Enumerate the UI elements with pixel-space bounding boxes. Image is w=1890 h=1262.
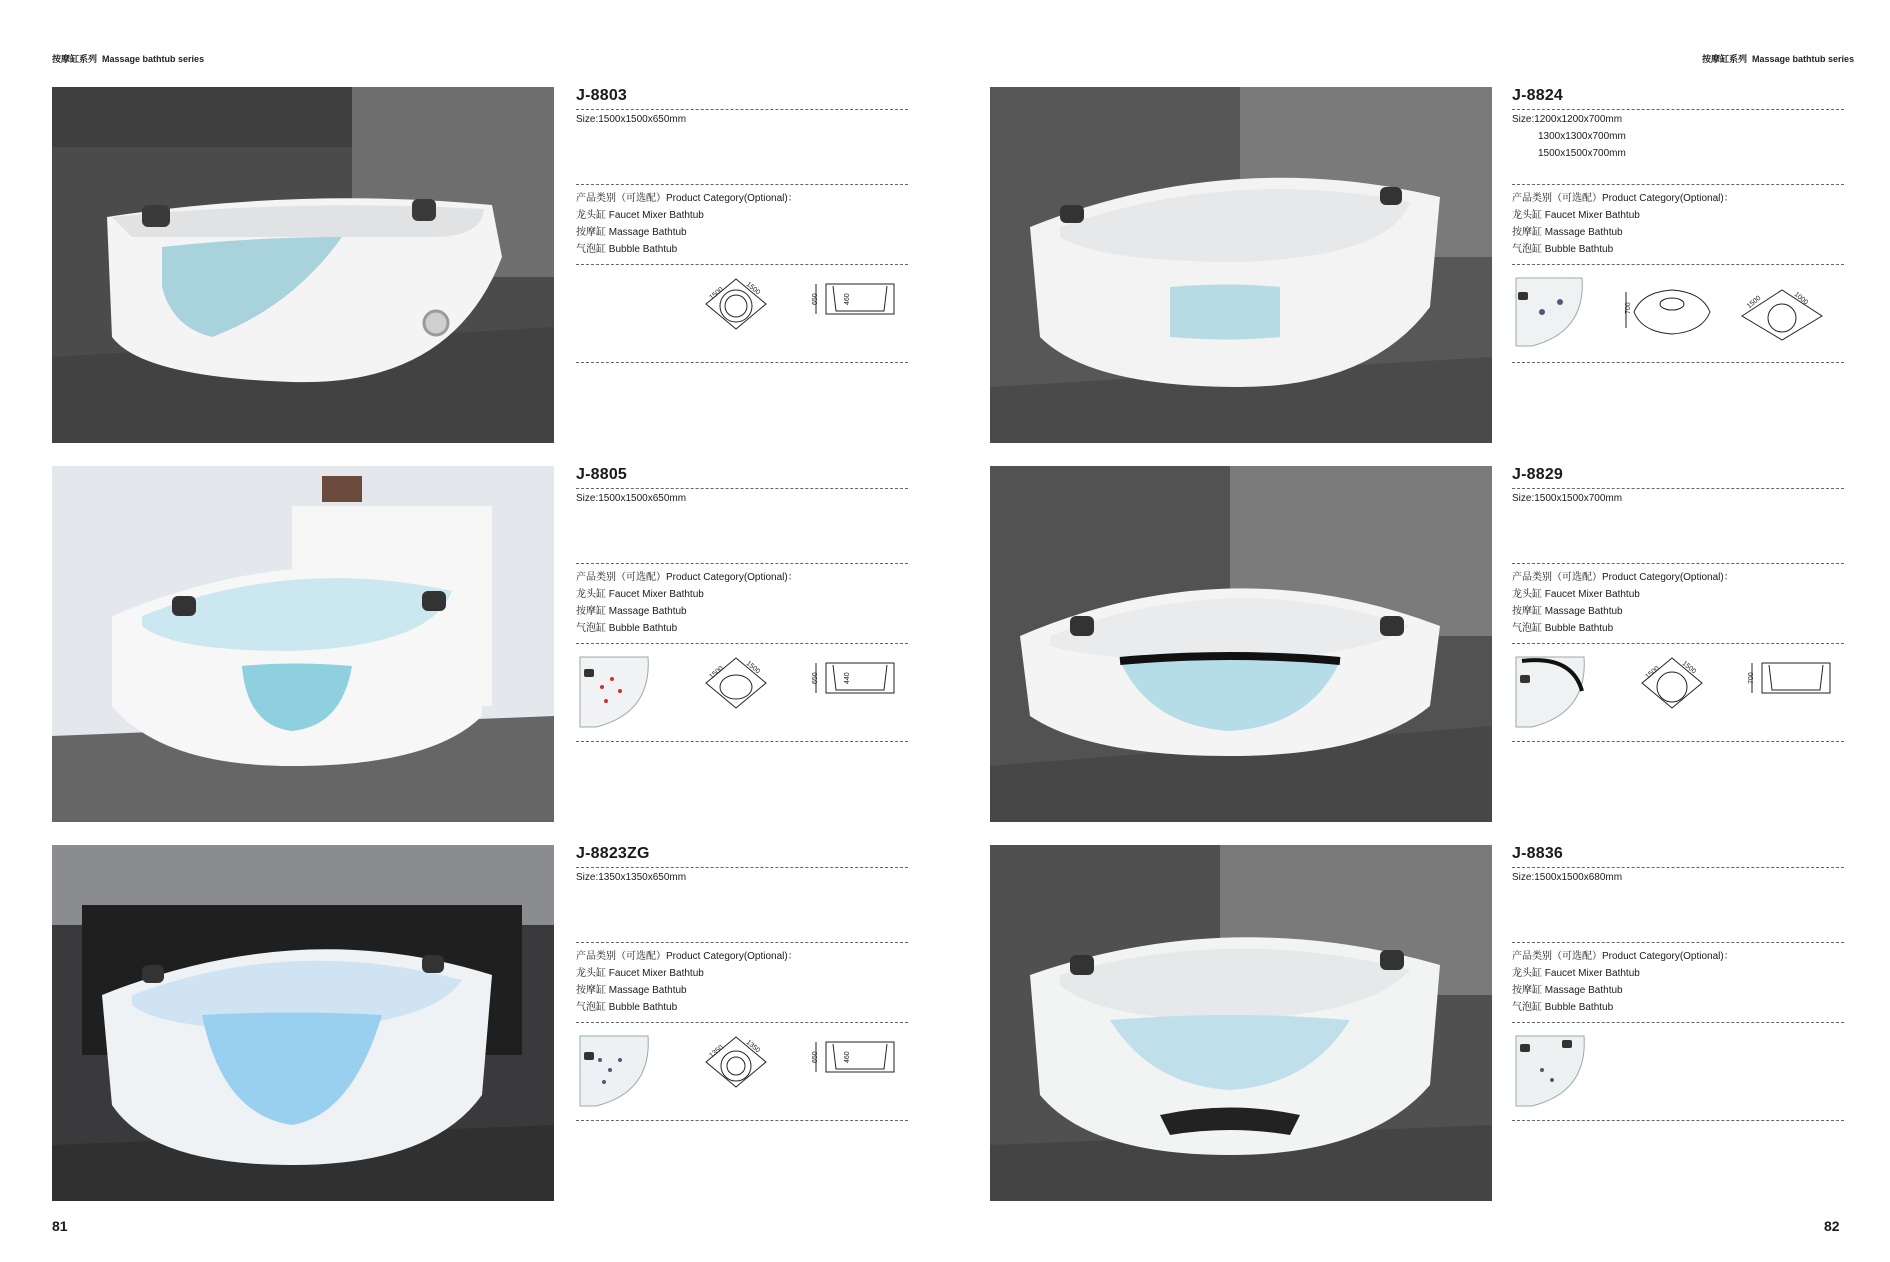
category-massage: 按摩缸 Massage Bathtub: [1512, 606, 1623, 617]
category-list: [1512, 190, 1734, 258]
header-cn-left: 按摩缸系列: [52, 54, 98, 64]
dim-depth-label: 1500: [1680, 660, 1698, 676]
product-size: Size:1200x1200x700mm: [1512, 114, 1623, 125]
product-info-j8823zg: [576, 845, 908, 1150]
dashed-divider: [1512, 867, 1844, 868]
dashed-divider: [1512, 563, 1844, 564]
product-code: J-8824: [1512, 87, 1564, 104]
product-size-alt: 1500x1500x700mm: [1538, 148, 1626, 159]
side-view-drawing: [812, 663, 894, 693]
plan-view-drawing: [1742, 290, 1822, 340]
dashed-divider: [576, 1120, 908, 1121]
category-massage: 按摩缸 Massage Bathtub: [576, 985, 687, 996]
product-size: Size:1500x1500x650mm: [576, 493, 687, 504]
dim-inner-height-label: 440: [844, 672, 851, 684]
category-list: [576, 569, 798, 637]
category-heading: 产品类别（可选配）Product Category(Optional)：: [1512, 951, 1734, 962]
technical-drawings: [1632, 653, 1842, 713]
plan-view-drawing: [706, 279, 766, 329]
product-info-j8805: [576, 466, 908, 771]
category-list: [1512, 948, 1734, 1016]
side-view-drawing: [1748, 663, 1830, 693]
product-size: Size:1350x1350x650mm: [576, 872, 687, 883]
category-heading: 产品类别（可选配）Product Category(Optional)：: [1512, 193, 1734, 204]
category-faucet: 龙头缸 Faucet Mixer Bathtub: [576, 968, 704, 979]
product-info-j8836: [1512, 845, 1844, 1150]
dim-width-label: 1500: [708, 286, 725, 302]
dim-width-label: 1500: [1745, 294, 1763, 311]
side-view-drawing: [812, 284, 894, 314]
technical-drawings: [696, 274, 906, 334]
dashed-divider: [1512, 1022, 1844, 1023]
technical-drawings: [696, 653, 906, 713]
category-heading: 产品类别（可选配）Product Category(Optional)：: [576, 951, 798, 962]
page-number-left: 81: [52, 1218, 68, 1234]
dashed-divider: [1512, 741, 1844, 742]
product-info-j8829: [1512, 466, 1844, 771]
page-number-right: 82: [1824, 1218, 1840, 1234]
category-massage: 按摩缸 Massage Bathtub: [576, 227, 687, 238]
category-massage: 按摩缸 Massage Bathtub: [1512, 985, 1623, 996]
dim-width-label: 1350: [708, 1044, 725, 1060]
category-faucet: 龙头缸 Faucet Mixer Bathtub: [1512, 210, 1640, 221]
category-heading: 产品类别（可选配）Product Category(Optional)：: [576, 193, 798, 204]
category-bubble: 气泡缸 Bubble Bathtub: [1512, 623, 1614, 634]
dashed-divider: [1512, 362, 1844, 363]
dim-height-label: 700: [1748, 672, 1755, 684]
category-faucet: 龙头缸 Faucet Mixer Bathtub: [576, 210, 704, 221]
dashed-divider: [1512, 264, 1844, 265]
category-massage: 按摩缸 Massage Bathtub: [1512, 227, 1623, 238]
plan-view-drawing: [706, 1037, 766, 1087]
product-info-j8824: [1512, 87, 1844, 392]
header-en-left: Massage bathtub series: [102, 54, 205, 64]
dashed-divider: [576, 867, 908, 868]
dim-height-label: 650: [812, 293, 819, 305]
side-view-drawing: [812, 1042, 894, 1072]
dashed-divider: [1512, 643, 1844, 644]
dashed-divider: [1512, 1120, 1844, 1121]
dashed-divider: [576, 942, 908, 943]
header-en-right: Massage bathtub series: [1752, 54, 1855, 64]
plan-view-drawing: [706, 658, 766, 708]
dim-inner-height-label: 460: [844, 1051, 851, 1063]
product-info-j8803: [576, 87, 908, 392]
product-size: Size:1500x1500x680mm: [1512, 872, 1623, 883]
dashed-divider: [576, 109, 908, 110]
product-code: J-8823ZG: [576, 845, 650, 862]
product-code: J-8805: [576, 466, 628, 483]
dashed-divider: [576, 741, 908, 742]
dashed-divider: [576, 643, 908, 644]
product-photo-j8803: [52, 87, 554, 443]
dim-height-label: 700: [1625, 302, 1632, 314]
category-list: [576, 948, 798, 1016]
product-code: J-8803: [576, 87, 628, 104]
technical-drawings: [696, 1032, 906, 1092]
running-header-left: [52, 52, 204, 65]
product-photo-j8823zg: [52, 845, 554, 1201]
dim-depth-label: 1500: [744, 660, 762, 676]
product-photo-j8836: [990, 845, 1492, 1201]
category-bubble: 气泡缸 Bubble Bathtub: [576, 1002, 678, 1013]
side-view-drawing: [1625, 290, 1710, 334]
dashed-divider: [1512, 184, 1844, 185]
dashed-divider: [576, 264, 908, 265]
product-code: J-8836: [1512, 845, 1564, 862]
product-size-alt: 1300x1300x700mm: [1538, 131, 1626, 142]
header-cn-right: 按摩缸系列: [1702, 54, 1748, 64]
dashed-divider: [576, 488, 908, 489]
category-heading: 产品类别（可选配）Product Category(Optional)：: [576, 572, 798, 583]
category-faucet: 龙头缸 Faucet Mixer Bathtub: [1512, 968, 1640, 979]
product-size: Size:1500x1500x700mm: [1512, 493, 1623, 504]
dashed-divider: [1512, 942, 1844, 943]
category-faucet: 龙头缸 Faucet Mixer Bathtub: [1512, 589, 1640, 600]
product-photo-j8829: [990, 466, 1492, 822]
product-code: J-8829: [1512, 466, 1564, 483]
category-bubble: 气泡缸 Bubble Bathtub: [1512, 244, 1614, 255]
dashed-divider: [576, 184, 908, 185]
dim-depth-label: 1000: [1792, 291, 1810, 307]
dim-width-label: 1500: [708, 665, 725, 681]
running-header-right: [1702, 52, 1854, 65]
dim-inner-height-label: 460: [844, 293, 851, 305]
category-bubble: 气泡缸 Bubble Bathtub: [576, 623, 678, 634]
dim-height-label: 650: [812, 672, 819, 684]
dashed-divider: [1512, 488, 1844, 489]
dashed-divider: [576, 563, 908, 564]
bathtub-thumbnail: [576, 1030, 656, 1110]
bathtub-thumbnail: [576, 651, 656, 731]
plan-view-drawing: [1642, 658, 1702, 708]
category-bubble: 气泡缸 Bubble Bathtub: [576, 244, 678, 255]
category-massage: 按摩缸 Massage Bathtub: [576, 606, 687, 617]
dim-width-label: 1500: [1644, 665, 1661, 681]
bathtub-thumbnail: [1512, 1030, 1592, 1110]
category-list: [1512, 569, 1734, 637]
category-faucet: 龙头缸 Faucet Mixer Bathtub: [576, 589, 704, 600]
category-list: [576, 190, 798, 258]
dashed-divider: [576, 362, 908, 363]
bathtub-thumbnail: [1512, 272, 1592, 352]
category-bubble: 气泡缸 Bubble Bathtub: [1512, 1002, 1614, 1013]
dashed-divider: [1512, 109, 1844, 110]
product-size: Size:1500x1500x650mm: [576, 114, 687, 125]
dim-depth-label: 1500: [744, 281, 762, 297]
category-heading: 产品类别（可选配）Product Category(Optional)：: [1512, 572, 1734, 583]
dashed-divider: [576, 1022, 908, 1023]
product-photo-j8824: [990, 87, 1492, 443]
bathtub-thumbnail: [1512, 651, 1592, 731]
product-photo-j8805: [52, 466, 554, 822]
dim-depth-label: 1350: [744, 1039, 762, 1055]
technical-drawings: [1622, 282, 1842, 346]
dim-height-label: 650: [812, 1051, 819, 1063]
